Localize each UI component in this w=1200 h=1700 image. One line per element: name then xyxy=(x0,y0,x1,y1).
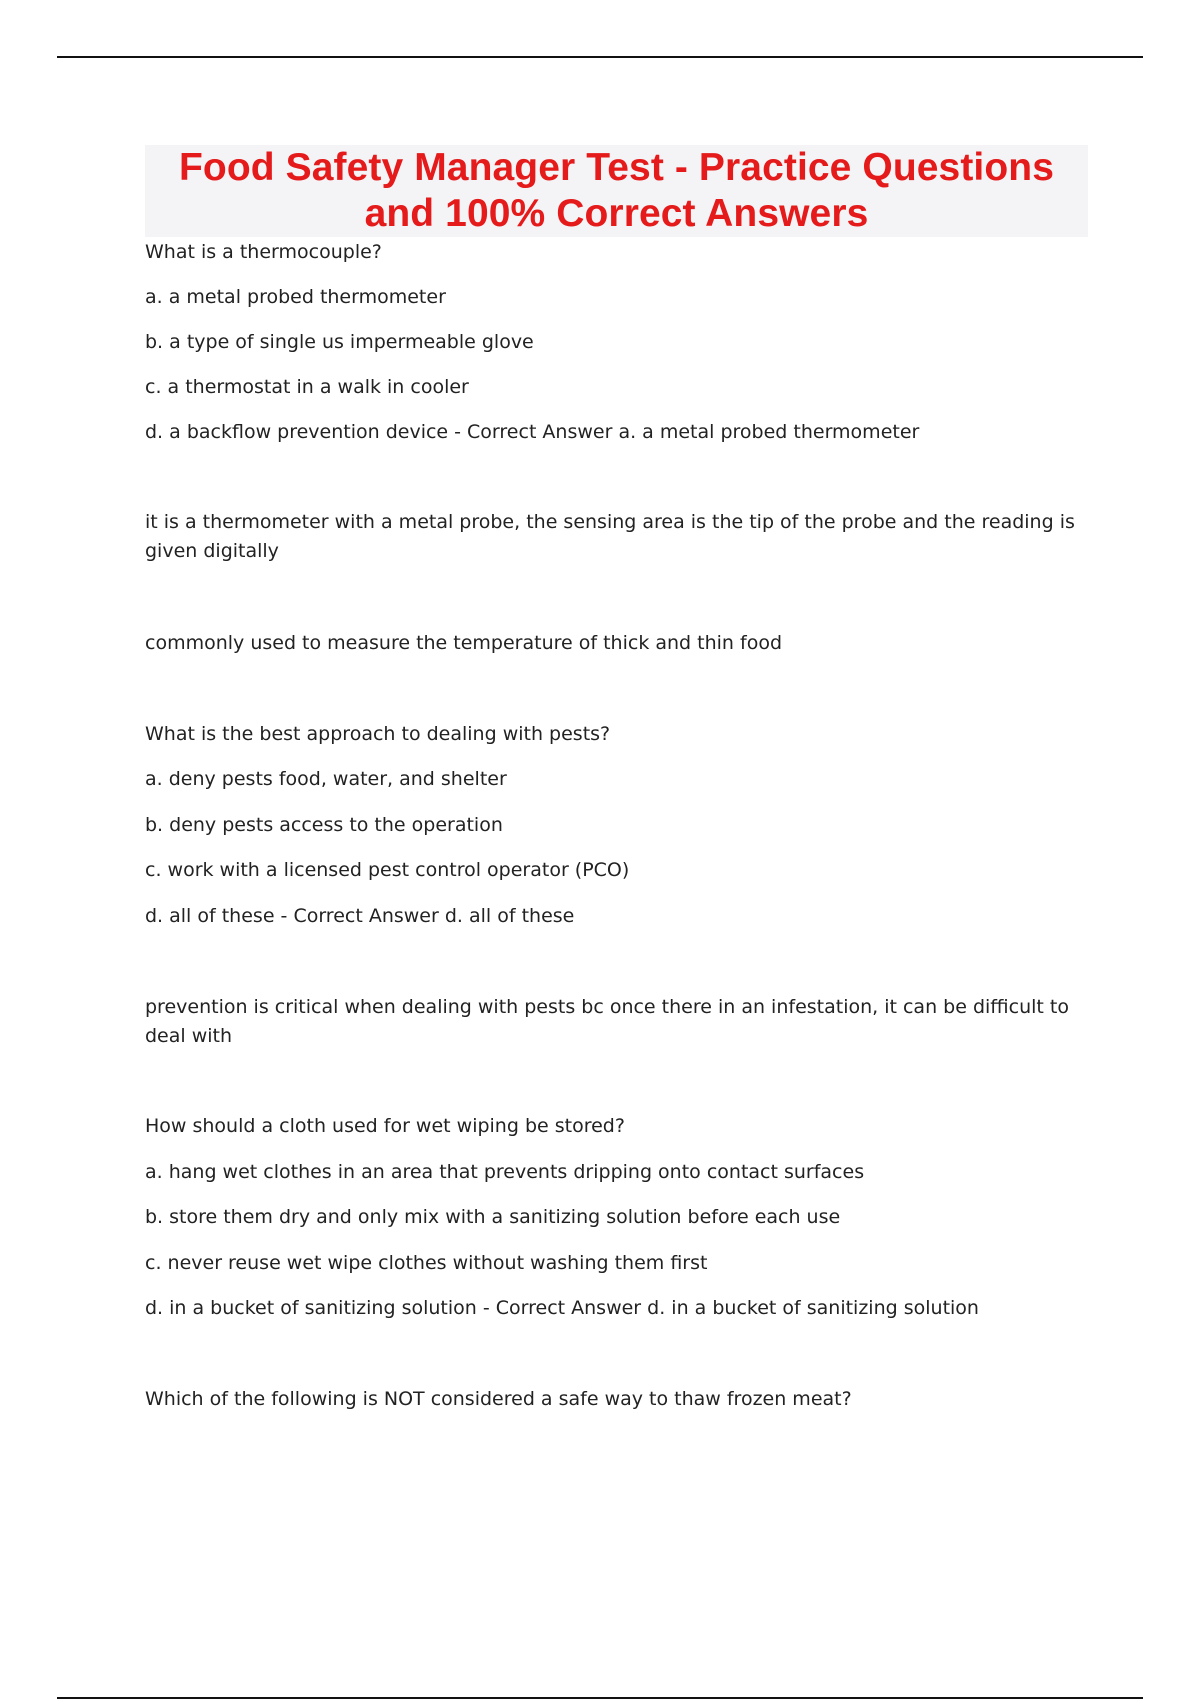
question-3-option-d-answer: d. in a bucket of sanitizing solution - Correct Answer d. in a bucket of sanitizing solution xyxy=(145,1297,979,1319)
question-3-option-b: b. store them dry and only mix with a sanitizing solution before each use xyxy=(145,1206,841,1228)
question-3-option-a: a. hang wet clothes in an area that prevents dripping onto contact surfaces xyxy=(145,1161,865,1183)
question-1: What is a thermocouple? xyxy=(145,241,382,263)
question-3: How should a cloth used for wet wiping be stored? xyxy=(145,1115,625,1137)
question-2-explanation: prevention is critical when dealing with pests bc once there in an infestation, it can be difficult to deal with xyxy=(145,996,1069,1047)
title-banner xyxy=(145,145,1088,237)
bottom-rule xyxy=(57,1697,1143,1699)
question-1-note: commonly used to measure the temperature of thick and thin food xyxy=(145,632,783,654)
question-1-option-c: c. a thermostat in a walk in cooler xyxy=(145,376,469,398)
question-4: Which of the following is NOT considered a safe way to thaw frozen meat? xyxy=(145,1388,852,1410)
question-1-option-d-answer: d. a backflow prevention device - Correct Answer a. a metal probed thermometer xyxy=(145,421,920,443)
document-title: Food Safety Manager Test - Practice Questions and 100% Correct Answers xyxy=(179,146,1054,235)
question-2-option-d-answer: d. all of these - Correct Answer d. all of these xyxy=(145,905,575,927)
question-2-option-b: b. deny pests access to the operation xyxy=(145,814,503,836)
question-2-option-a: a. deny pests food, water, and shelter xyxy=(145,768,507,790)
question-1-explanation: it is a thermometer with a metal probe, the sensing area is the tip of the probe and the reading is given digitally xyxy=(145,511,1075,562)
question-1-option-a: a. a metal probed thermometer xyxy=(145,286,446,308)
question-1-option-b: b. a type of single us impermeable glove xyxy=(145,331,534,353)
question-3-option-c: c. never reuse wet wipe clothes without washing them first xyxy=(145,1252,708,1274)
question-2: What is the best approach to dealing with pests? xyxy=(145,723,611,745)
question-2-option-c: c. work with a licensed pest control operator (PCO) xyxy=(145,859,630,881)
top-rule xyxy=(57,56,1143,58)
